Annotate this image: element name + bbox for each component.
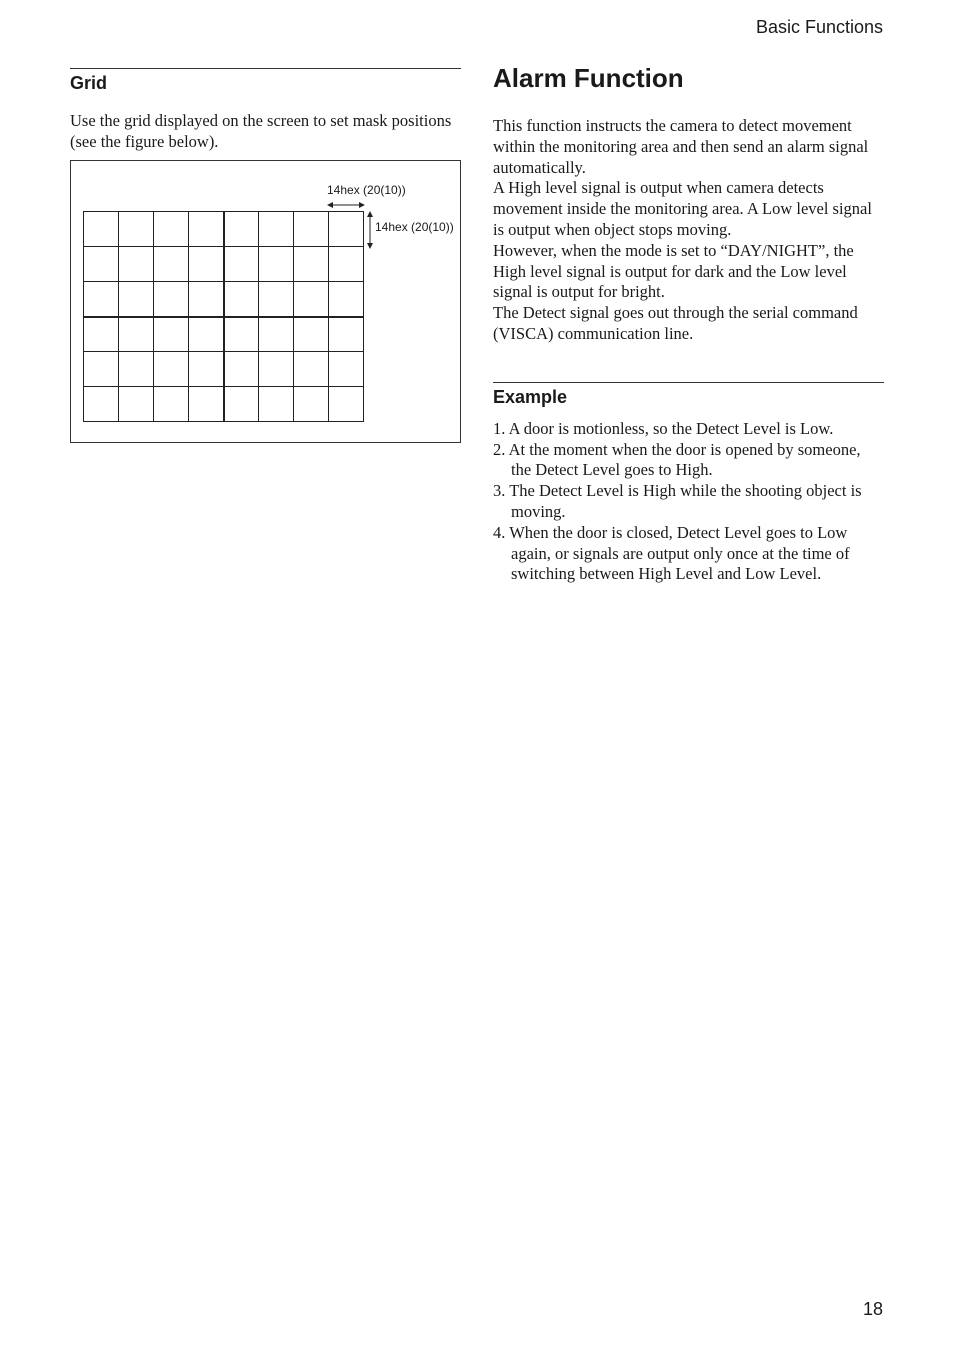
vertical-double-arrow-icon [366, 211, 374, 249]
grid-cell [223, 247, 259, 282]
page-number: 18 [862, 1299, 883, 1319]
grid-description: Use the grid displayed on the screen to set mask positions (see the figure below). [70, 111, 452, 151]
grid-cell [329, 247, 364, 282]
grid-cell [223, 352, 259, 387]
list-item: 3. The Detect Level is High while the shooting object is moving. [493, 481, 862, 521]
alarm-title: Alarm Function [493, 63, 684, 93]
section-rule [493, 382, 884, 383]
grid-cell [154, 212, 189, 247]
alarm-paragraph: This function instructs the camera to detect movement within the monitoring area and then send an alarm signal automatically. [493, 116, 869, 177]
section-rule [70, 68, 461, 69]
running-header: Basic Functions [755, 17, 883, 37]
grid-cell [223, 282, 259, 317]
grid-cell [84, 387, 119, 422]
grid-cell [84, 282, 119, 317]
grid-cell [329, 282, 364, 317]
grid-cell [154, 352, 189, 387]
alarm-paragraph: However, when the mode is set to “DAY/NIGHT”, the High level signal is output for dark and the Low level signal is output for bright. [493, 240, 854, 302]
grid-cell [294, 316, 329, 352]
grid-cell [294, 282, 329, 317]
alarm-body [493, 116, 884, 345]
grid-cell [329, 316, 364, 352]
mask-grid [83, 211, 364, 422]
grid-cell [294, 247, 329, 282]
grid-cell [189, 387, 224, 422]
example-heading: Example [493, 386, 568, 407]
grid-cell [259, 247, 294, 282]
grid-cell [84, 247, 119, 282]
grid-cell [84, 352, 119, 387]
list-item: 4. When the door is closed, Detect Level goes to Low again, or signals are output only once at the time of switching between High Level and Low Level. [493, 522, 850, 584]
grid-section [70, 68, 461, 443]
grid-cell [259, 316, 294, 352]
grid-cell [154, 247, 189, 282]
grid-cell [119, 387, 154, 422]
grid-cell [154, 282, 189, 317]
grid-cell [259, 282, 294, 317]
grid-cell [294, 212, 329, 247]
grid-cell [329, 352, 364, 387]
alarm-section [493, 60, 884, 585]
grid-cell [84, 212, 119, 247]
example-steps [493, 419, 884, 585]
grid-heading: Grid [70, 73, 108, 93]
grid-cell [154, 387, 189, 422]
grid-cell [259, 212, 294, 247]
grid-cell [329, 387, 364, 422]
list-item: 1. A door is motionless, so the Detect Level is Low. [493, 418, 834, 438]
grid-cell [84, 316, 119, 352]
grid-cell [119, 316, 154, 352]
list-item: 2. At the moment when the door is opened by someone, the Detect Level goes to High. [493, 439, 861, 480]
grid-cell [119, 352, 154, 387]
alarm-paragraph: The Detect signal goes out through the serial command (VISCA) communication line. [493, 303, 858, 343]
grid-cell [294, 387, 329, 422]
vertical-dimension-label: 14hex (20(10)) [375, 219, 454, 234]
grid-cell [223, 212, 259, 247]
grid-cell [154, 316, 189, 352]
grid-cell [223, 387, 259, 422]
grid-cell [259, 387, 294, 422]
grid-figure [70, 160, 461, 443]
grid-cell [294, 352, 329, 387]
grid-cell [189, 282, 224, 317]
alarm-paragraph: A High level signal is output when camera detects movement inside the monitoring area. A Low level signal is output when object stops moving. [493, 178, 872, 239]
grid-cell [189, 247, 224, 282]
example-section [493, 382, 884, 585]
grid-cell [119, 212, 154, 247]
horizontal-double-arrow-icon [327, 201, 365, 209]
grid-cell [329, 212, 364, 247]
grid-cell [189, 316, 224, 352]
grid-cell [119, 247, 154, 282]
grid-cell [259, 352, 294, 387]
grid-cell [223, 316, 259, 352]
grid-cell [189, 352, 224, 387]
grid-cell [189, 212, 224, 247]
horizontal-dimension-label: 14hex (20(10)) [327, 182, 406, 197]
grid-cell [119, 282, 154, 317]
